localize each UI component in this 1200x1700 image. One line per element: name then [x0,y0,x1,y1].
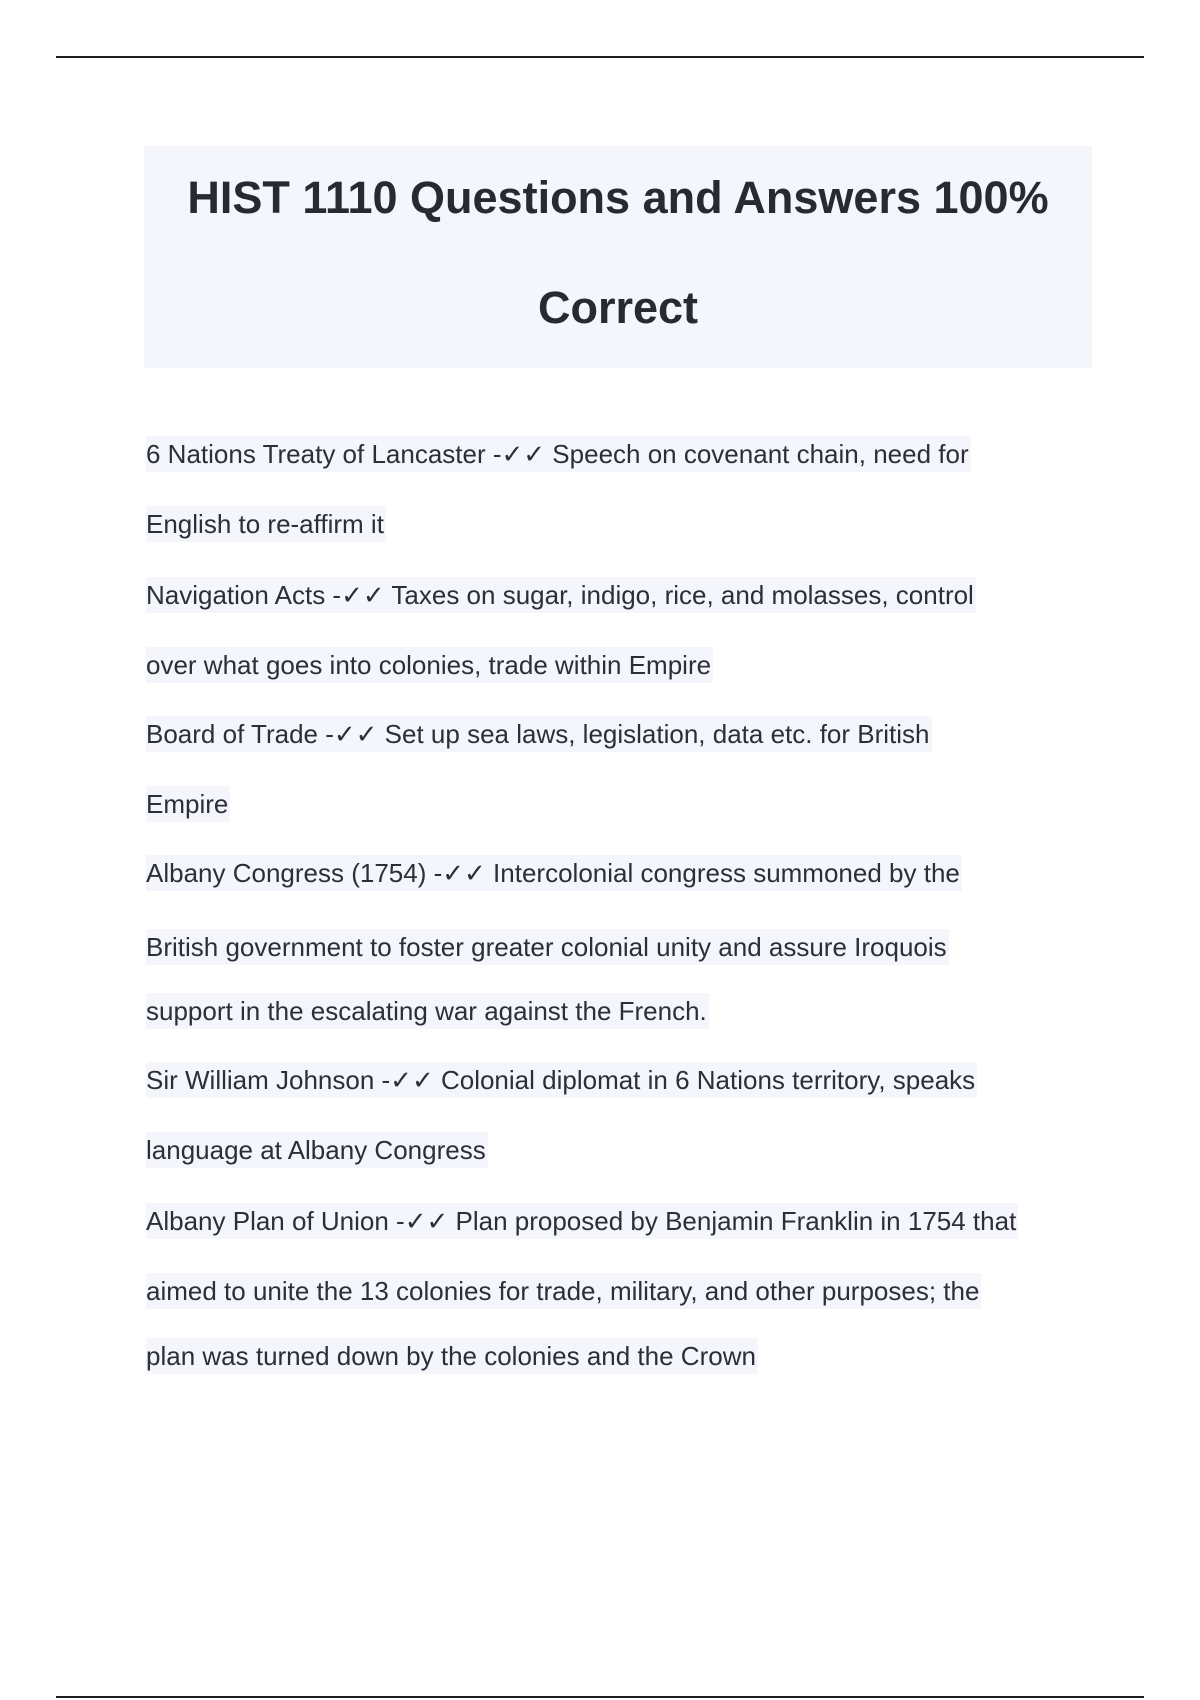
text-line: Albany Plan of Union -✓✓ Plan proposed by Benjamin Franklin in 1754 that [146,1203,1018,1239]
text-line: aimed to unite the 13 colonies for trade, military, and other purposes; the [146,1273,981,1309]
header-rule [56,56,1144,58]
text-line: Empire [146,786,230,822]
text-line: British government to foster greater colonial unity and assure Iroquois [146,929,949,965]
text-line: over what goes into colonies, trade within Empire [146,647,713,683]
footer-rule [56,1696,1144,1698]
text-line: support in the escalating war against the French. [146,993,709,1029]
text-line: Sir William Johnson -✓✓ Colonial diplomat in 6 Nations territory, speaks [146,1062,977,1098]
text-line: Navigation Acts -✓✓ Taxes on sugar, indigo, rice, and molasses, control [146,577,976,613]
title-block [144,146,1092,368]
document-title-line-2: Correct [537,282,699,333]
text-line: Board of Trade -✓✓ Set up sea laws, legislation, data etc. for British [146,716,932,752]
text-line: language at Albany Congress [146,1132,488,1168]
text-line: English to re-affirm it [146,506,386,542]
document-title-line-1: HIST 1110 Questions and Answers 100% [187,172,1049,223]
text-line: 6 Nations Treaty of Lancaster -✓✓ Speech on covenant chain, need for [146,436,971,472]
text-line: Albany Congress (1754) -✓✓ Intercolonial congress summoned by the [146,855,962,891]
text-line: plan was turned down by the colonies and the Crown [146,1338,758,1374]
